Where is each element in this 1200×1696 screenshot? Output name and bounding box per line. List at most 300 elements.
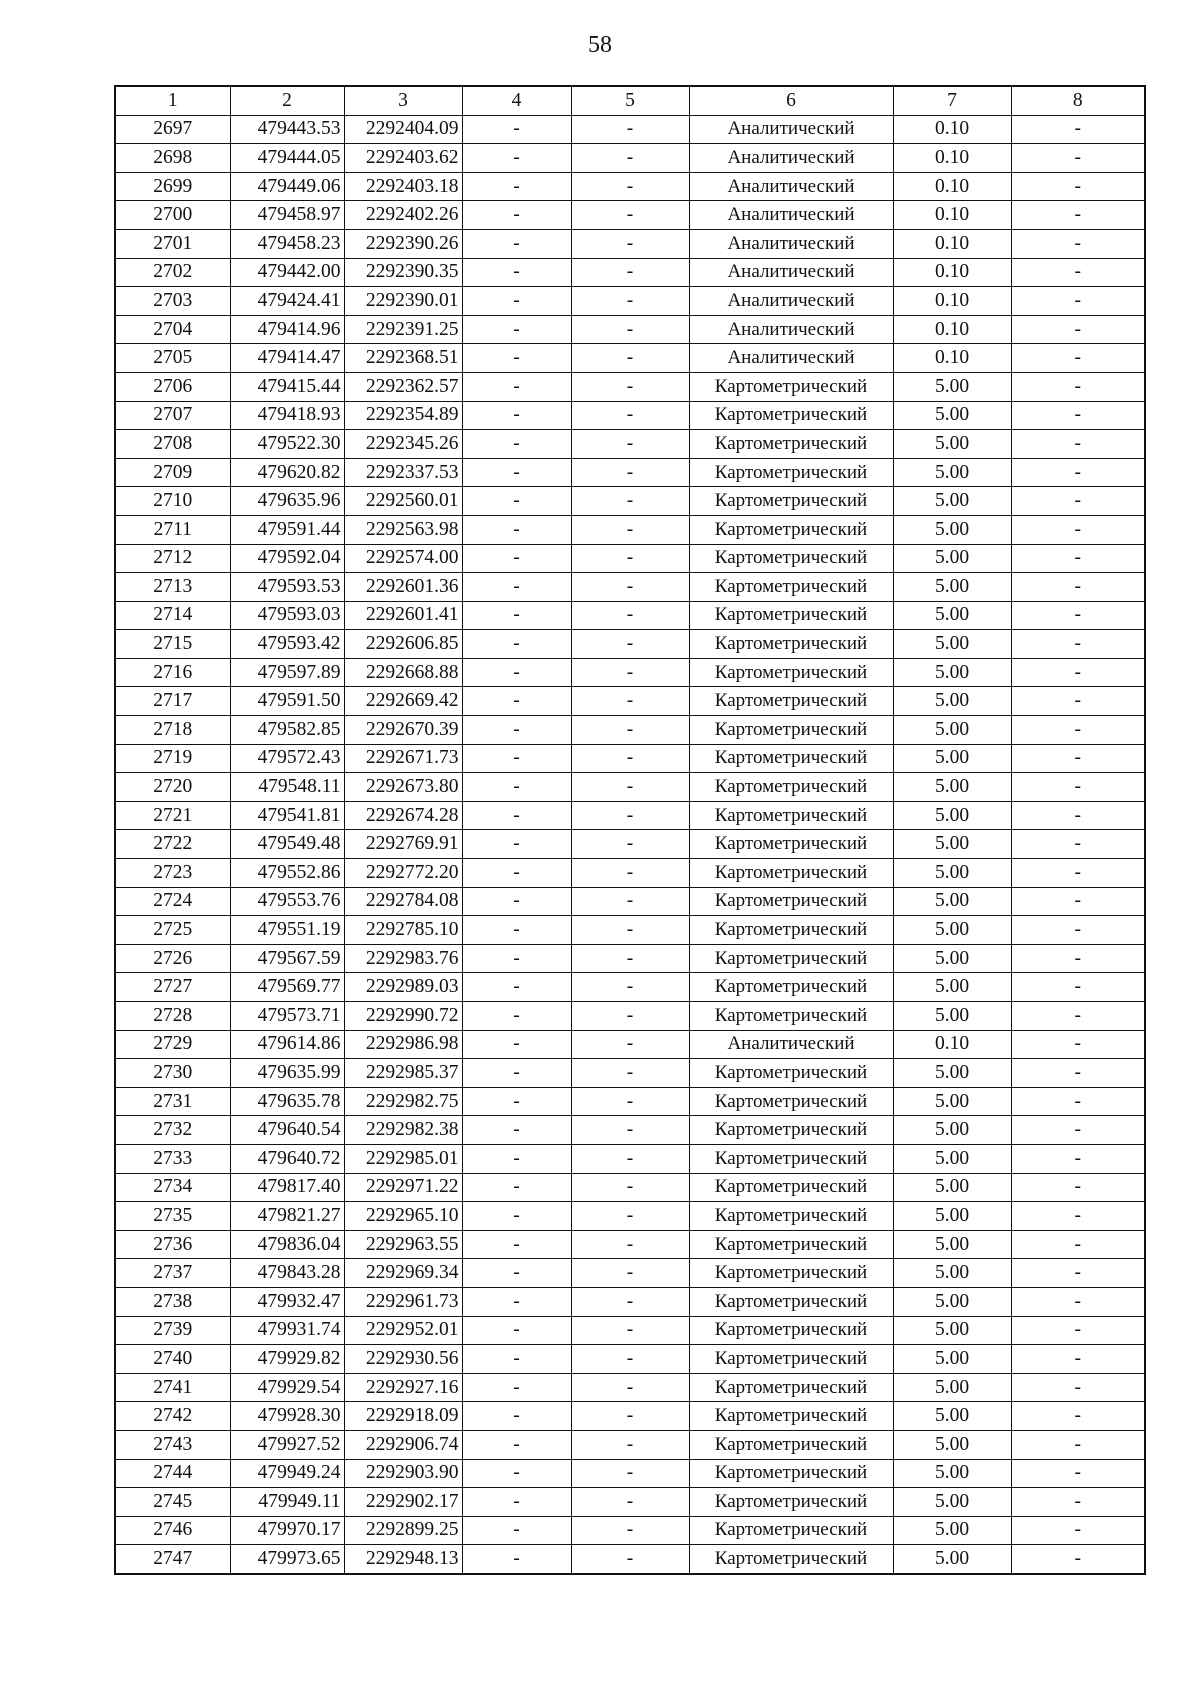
column-5-cell: - — [571, 859, 689, 888]
table-row — [115, 944, 1145, 973]
accuracy-cell: 5.00 — [893, 630, 1011, 659]
y-coordinate-cell: 2292345.26 — [344, 430, 462, 459]
y-coordinate-cell: 2292670.39 — [344, 716, 462, 745]
point-number-cell: 2732 — [115, 1116, 230, 1145]
method-cell: Картометрический — [689, 487, 893, 516]
column-5-cell: - — [571, 1373, 689, 1402]
x-coordinate-cell: 479522.30 — [230, 430, 344, 459]
method-cell: Картометрический — [689, 801, 893, 830]
column-5-cell: - — [571, 687, 689, 716]
page-number: 58 — [588, 32, 612, 58]
point-number-cell: 2710 — [115, 487, 230, 516]
column-5-cell: - — [571, 430, 689, 459]
y-coordinate-cell: 2292354.89 — [344, 401, 462, 430]
point-number-cell: 2716 — [115, 658, 230, 687]
accuracy-cell: 5.00 — [893, 372, 1011, 401]
column-5-cell: - — [571, 372, 689, 401]
column-5-cell: - — [571, 1316, 689, 1345]
method-cell: Картометрический — [689, 916, 893, 945]
x-coordinate-cell: 479552.86 — [230, 859, 344, 888]
table-row — [115, 859, 1145, 888]
accuracy-cell: 5.00 — [893, 1516, 1011, 1545]
x-coordinate-cell: 479843.28 — [230, 1259, 344, 1288]
accuracy-cell: 0.10 — [893, 172, 1011, 201]
method-cell: Картометрический — [689, 1230, 893, 1259]
point-number-cell: 2709 — [115, 458, 230, 487]
column-4-cell: - — [462, 430, 571, 459]
column-5-cell: - — [571, 573, 689, 602]
column-5-cell: - — [571, 487, 689, 516]
table-row — [115, 887, 1145, 916]
method-cell: Картометрический — [689, 887, 893, 916]
point-number-cell: 2740 — [115, 1345, 230, 1374]
x-coordinate-cell: 479593.42 — [230, 630, 344, 659]
method-cell: Картометрический — [689, 830, 893, 859]
column-5-cell: - — [571, 1087, 689, 1116]
column-4-cell: - — [462, 544, 571, 573]
column-5-cell: - — [571, 1402, 689, 1431]
table-row — [115, 1488, 1145, 1517]
column-8-cell: - — [1011, 315, 1145, 344]
point-number-cell: 2723 — [115, 859, 230, 888]
point-number-cell: 2697 — [115, 115, 230, 144]
point-number-cell: 2736 — [115, 1230, 230, 1259]
column-4-cell: - — [462, 1488, 571, 1517]
column-8-cell: - — [1011, 916, 1145, 945]
column-5-cell: - — [571, 201, 689, 230]
accuracy-cell: 0.10 — [893, 144, 1011, 173]
column-8-cell: - — [1011, 716, 1145, 745]
column-8-cell: - — [1011, 1173, 1145, 1202]
y-coordinate-cell: 2292990.72 — [344, 1002, 462, 1031]
column-8-cell: - — [1011, 630, 1145, 659]
accuracy-cell: 5.00 — [893, 544, 1011, 573]
table-row — [115, 201, 1145, 230]
table-row — [115, 1430, 1145, 1459]
column-4-cell: - — [462, 144, 571, 173]
point-number-cell: 2725 — [115, 916, 230, 945]
accuracy-cell: 5.00 — [893, 601, 1011, 630]
column-8-cell: - — [1011, 744, 1145, 773]
table-row — [115, 229, 1145, 258]
y-coordinate-cell: 2292601.36 — [344, 573, 462, 602]
accuracy-cell: 5.00 — [893, 887, 1011, 916]
method-cell: Аналитический — [689, 258, 893, 287]
x-coordinate-cell: 479444.05 — [230, 144, 344, 173]
method-cell: Аналитический — [689, 201, 893, 230]
column-header: 6 — [689, 86, 893, 115]
column-header: 5 — [571, 86, 689, 115]
table-row — [115, 1316, 1145, 1345]
y-coordinate-cell: 2292560.01 — [344, 487, 462, 516]
column-5-cell: - — [571, 944, 689, 973]
method-cell: Картометрический — [689, 1459, 893, 1488]
accuracy-cell: 5.00 — [893, 687, 1011, 716]
column-4-cell: - — [462, 487, 571, 516]
y-coordinate-cell: 2292673.80 — [344, 773, 462, 802]
point-number-cell: 2733 — [115, 1144, 230, 1173]
table-header-row — [115, 86, 1145, 115]
method-cell: Картометрический — [689, 601, 893, 630]
accuracy-cell: 5.00 — [893, 515, 1011, 544]
y-coordinate-cell: 2292403.62 — [344, 144, 462, 173]
column-5-cell: - — [571, 744, 689, 773]
point-number-cell: 2719 — [115, 744, 230, 773]
point-number-cell: 2722 — [115, 830, 230, 859]
table-row — [115, 1373, 1145, 1402]
column-4-cell: - — [462, 1430, 571, 1459]
column-5-cell: - — [571, 172, 689, 201]
method-cell: Картометрический — [689, 1402, 893, 1431]
column-4-cell: - — [462, 115, 571, 144]
y-coordinate-cell: 2292918.09 — [344, 1402, 462, 1431]
accuracy-cell: 5.00 — [893, 1259, 1011, 1288]
column-5-cell: - — [571, 830, 689, 859]
column-5-cell: - — [571, 630, 689, 659]
x-coordinate-cell: 479970.17 — [230, 1516, 344, 1545]
column-4-cell: - — [462, 944, 571, 973]
x-coordinate-cell: 479932.47 — [230, 1287, 344, 1316]
column-4-cell: - — [462, 1259, 571, 1288]
y-coordinate-cell: 2292772.20 — [344, 859, 462, 888]
table-body — [115, 115, 1145, 1574]
column-4-cell: - — [462, 229, 571, 258]
column-8-cell: - — [1011, 430, 1145, 459]
y-coordinate-cell: 2292563.98 — [344, 515, 462, 544]
column-8-cell: - — [1011, 1316, 1145, 1345]
y-coordinate-cell: 2292769.91 — [344, 830, 462, 859]
table-row — [115, 573, 1145, 602]
table-row — [115, 287, 1145, 316]
column-4-cell: - — [462, 773, 571, 802]
column-4-cell: - — [462, 1144, 571, 1173]
point-number-cell: 2731 — [115, 1087, 230, 1116]
point-number-cell: 2744 — [115, 1459, 230, 1488]
point-number-cell: 2743 — [115, 1430, 230, 1459]
x-coordinate-cell: 479931.74 — [230, 1316, 344, 1345]
column-5-cell: - — [571, 1545, 689, 1574]
point-number-cell: 2713 — [115, 573, 230, 602]
table-row — [115, 1345, 1145, 1374]
table-row — [115, 372, 1145, 401]
point-number-cell: 2706 — [115, 372, 230, 401]
table-row — [115, 916, 1145, 945]
table-row — [115, 1173, 1145, 1202]
point-number-cell: 2747 — [115, 1545, 230, 1574]
accuracy-cell: 5.00 — [893, 773, 1011, 802]
table-row — [115, 1087, 1145, 1116]
x-coordinate-cell: 479591.44 — [230, 515, 344, 544]
column-5-cell: - — [571, 773, 689, 802]
y-coordinate-cell: 2292390.35 — [344, 258, 462, 287]
x-coordinate-cell: 479929.54 — [230, 1373, 344, 1402]
column-5-cell: - — [571, 916, 689, 945]
column-4-cell: - — [462, 1516, 571, 1545]
column-8-cell: - — [1011, 172, 1145, 201]
x-coordinate-cell: 479973.65 — [230, 1545, 344, 1574]
x-coordinate-cell: 479569.77 — [230, 973, 344, 1002]
point-number-cell: 2739 — [115, 1316, 230, 1345]
x-coordinate-cell: 479929.82 — [230, 1345, 344, 1374]
column-4-cell: - — [462, 1287, 571, 1316]
accuracy-cell: 5.00 — [893, 1430, 1011, 1459]
x-coordinate-cell: 479541.81 — [230, 801, 344, 830]
x-coordinate-cell: 479640.72 — [230, 1144, 344, 1173]
column-5-cell: - — [571, 1345, 689, 1374]
x-coordinate-cell: 479949.24 — [230, 1459, 344, 1488]
y-coordinate-cell: 2292601.41 — [344, 601, 462, 630]
column-8-cell: - — [1011, 1259, 1145, 1288]
point-number-cell: 2735 — [115, 1202, 230, 1231]
method-cell: Картометрический — [689, 716, 893, 745]
column-header: 4 — [462, 86, 571, 115]
x-coordinate-cell: 479548.11 — [230, 773, 344, 802]
column-4-cell: - — [462, 1545, 571, 1574]
y-coordinate-cell: 2292952.01 — [344, 1316, 462, 1345]
column-5-cell: - — [571, 1059, 689, 1088]
method-cell: Картометрический — [689, 1287, 893, 1316]
column-4-cell: - — [462, 372, 571, 401]
table-row — [115, 1030, 1145, 1059]
accuracy-cell: 5.00 — [893, 1173, 1011, 1202]
y-coordinate-cell: 2292903.90 — [344, 1459, 462, 1488]
accuracy-cell: 5.00 — [893, 944, 1011, 973]
column-header: 3 — [344, 86, 462, 115]
method-cell: Картометрический — [689, 1316, 893, 1345]
y-coordinate-cell: 2292671.73 — [344, 744, 462, 773]
column-4-cell: - — [462, 687, 571, 716]
y-coordinate-cell: 2292989.03 — [344, 973, 462, 1002]
x-coordinate-cell: 479836.04 — [230, 1230, 344, 1259]
column-4-cell: - — [462, 1002, 571, 1031]
method-cell: Картометрический — [689, 687, 893, 716]
accuracy-cell: 5.00 — [893, 1116, 1011, 1145]
column-4-cell: - — [462, 401, 571, 430]
column-8-cell: - — [1011, 1402, 1145, 1431]
column-8-cell: - — [1011, 229, 1145, 258]
y-coordinate-cell: 2292982.75 — [344, 1087, 462, 1116]
column-4-cell: - — [462, 458, 571, 487]
column-5-cell: - — [571, 1259, 689, 1288]
table-row — [115, 1287, 1145, 1316]
method-cell: Картометрический — [689, 1059, 893, 1088]
point-number-cell: 2737 — [115, 1259, 230, 1288]
accuracy-cell: 5.00 — [893, 487, 1011, 516]
column-5-cell: - — [571, 1287, 689, 1316]
x-coordinate-cell: 479415.44 — [230, 372, 344, 401]
point-number-cell: 2738 — [115, 1287, 230, 1316]
point-number-cell: 2699 — [115, 172, 230, 201]
column-8-cell: - — [1011, 944, 1145, 973]
method-cell: Картометрический — [689, 1002, 893, 1031]
column-8-cell: - — [1011, 1144, 1145, 1173]
method-cell: Аналитический — [689, 144, 893, 173]
column-5-cell: - — [571, 115, 689, 144]
accuracy-cell: 5.00 — [893, 801, 1011, 830]
point-number-cell: 2728 — [115, 1002, 230, 1031]
point-number-cell: 2745 — [115, 1488, 230, 1517]
method-cell: Аналитический — [689, 172, 893, 201]
method-cell: Картометрический — [689, 515, 893, 544]
x-coordinate-cell: 479414.96 — [230, 315, 344, 344]
y-coordinate-cell: 2292948.13 — [344, 1545, 462, 1574]
column-8-cell: - — [1011, 1488, 1145, 1517]
column-5-cell: - — [571, 458, 689, 487]
accuracy-cell: 0.10 — [893, 287, 1011, 316]
column-8-cell: - — [1011, 801, 1145, 830]
column-8-cell: - — [1011, 287, 1145, 316]
accuracy-cell: 5.00 — [893, 658, 1011, 687]
column-4-cell: - — [462, 601, 571, 630]
column-8-cell: - — [1011, 144, 1145, 173]
column-4-cell: - — [462, 258, 571, 287]
y-coordinate-cell: 2292368.51 — [344, 344, 462, 373]
method-cell: Картометрический — [689, 630, 893, 659]
column-8-cell: - — [1011, 830, 1145, 859]
column-8-cell: - — [1011, 115, 1145, 144]
table-row — [115, 1144, 1145, 1173]
column-header: 7 — [893, 86, 1011, 115]
x-coordinate-cell: 479593.03 — [230, 601, 344, 630]
column-5-cell: - — [571, 1173, 689, 1202]
accuracy-cell: 5.00 — [893, 859, 1011, 888]
table-row — [115, 601, 1145, 630]
x-coordinate-cell: 479443.53 — [230, 115, 344, 144]
y-coordinate-cell: 2292985.01 — [344, 1144, 462, 1173]
column-4-cell: - — [462, 801, 571, 830]
column-8-cell: - — [1011, 515, 1145, 544]
x-coordinate-cell: 479424.41 — [230, 287, 344, 316]
table-row — [115, 515, 1145, 544]
accuracy-cell: 5.00 — [893, 1545, 1011, 1574]
point-number-cell: 2734 — [115, 1173, 230, 1202]
column-8-cell: - — [1011, 1030, 1145, 1059]
x-coordinate-cell: 479449.06 — [230, 172, 344, 201]
y-coordinate-cell: 2292668.88 — [344, 658, 462, 687]
column-4-cell: - — [462, 887, 571, 916]
column-4-cell: - — [462, 1459, 571, 1488]
point-number-cell: 2746 — [115, 1516, 230, 1545]
method-cell: Картометрический — [689, 1430, 893, 1459]
method-cell: Аналитический — [689, 115, 893, 144]
column-4-cell: - — [462, 573, 571, 602]
y-coordinate-cell: 2292362.57 — [344, 372, 462, 401]
method-cell: Картометрический — [689, 372, 893, 401]
x-coordinate-cell: 479414.47 — [230, 344, 344, 373]
method-cell: Картометрический — [689, 401, 893, 430]
accuracy-cell: 5.00 — [893, 1345, 1011, 1374]
accuracy-cell: 5.00 — [893, 744, 1011, 773]
column-4-cell: - — [462, 716, 571, 745]
column-8-cell: - — [1011, 487, 1145, 516]
column-5-cell: - — [571, 658, 689, 687]
column-5-cell: - — [571, 1459, 689, 1488]
method-cell: Картометрический — [689, 859, 893, 888]
x-coordinate-cell: 479591.50 — [230, 687, 344, 716]
column-8-cell: - — [1011, 1345, 1145, 1374]
method-cell: Картометрический — [689, 658, 893, 687]
column-4-cell: - — [462, 515, 571, 544]
column-5-cell: - — [571, 973, 689, 1002]
point-number-cell: 2705 — [115, 344, 230, 373]
column-5-cell: - — [571, 1116, 689, 1145]
column-5-cell: - — [571, 1144, 689, 1173]
x-coordinate-cell: 479821.27 — [230, 1202, 344, 1231]
column-8-cell: - — [1011, 1059, 1145, 1088]
point-number-cell: 2717 — [115, 687, 230, 716]
accuracy-cell: 5.00 — [893, 1230, 1011, 1259]
column-5-cell: - — [571, 515, 689, 544]
y-coordinate-cell: 2292986.98 — [344, 1030, 462, 1059]
column-4-cell: - — [462, 658, 571, 687]
y-coordinate-cell: 2292403.18 — [344, 172, 462, 201]
column-5-cell: - — [571, 344, 689, 373]
method-cell: Картометрический — [689, 1202, 893, 1231]
accuracy-cell: 5.00 — [893, 1373, 1011, 1402]
table-row — [115, 1116, 1145, 1145]
table-row — [115, 630, 1145, 659]
coordinates-table — [114, 85, 1146, 1575]
column-8-cell: - — [1011, 372, 1145, 401]
method-cell: Картометрический — [689, 1345, 893, 1374]
column-4-cell: - — [462, 1030, 571, 1059]
accuracy-cell: 5.00 — [893, 973, 1011, 1002]
column-8-cell: - — [1011, 687, 1145, 716]
column-5-cell: - — [571, 1030, 689, 1059]
y-coordinate-cell: 2292337.53 — [344, 458, 462, 487]
accuracy-cell: 5.00 — [893, 1202, 1011, 1231]
column-4-cell: - — [462, 1087, 571, 1116]
column-5-cell: - — [571, 258, 689, 287]
accuracy-cell: 0.10 — [893, 315, 1011, 344]
x-coordinate-cell: 479582.85 — [230, 716, 344, 745]
column-4-cell: - — [462, 1059, 571, 1088]
y-coordinate-cell: 2292390.26 — [344, 229, 462, 258]
method-cell: Картометрический — [689, 1516, 893, 1545]
method-cell: Картометрический — [689, 773, 893, 802]
table-row — [115, 687, 1145, 716]
table-row — [115, 658, 1145, 687]
x-coordinate-cell: 479635.96 — [230, 487, 344, 516]
y-coordinate-cell: 2292971.22 — [344, 1173, 462, 1202]
y-coordinate-cell: 2292391.25 — [344, 315, 462, 344]
column-8-cell: - — [1011, 1087, 1145, 1116]
table-row — [115, 258, 1145, 287]
method-cell: Картометрический — [689, 1116, 893, 1145]
column-8-cell: - — [1011, 458, 1145, 487]
x-coordinate-cell: 479567.59 — [230, 944, 344, 973]
x-coordinate-cell: 479614.86 — [230, 1030, 344, 1059]
column-4-cell: - — [462, 1373, 571, 1402]
column-8-cell: - — [1011, 1287, 1145, 1316]
column-4-cell: - — [462, 172, 571, 201]
table-row — [115, 1059, 1145, 1088]
x-coordinate-cell: 479442.00 — [230, 258, 344, 287]
column-5-cell: - — [571, 1230, 689, 1259]
column-8-cell: - — [1011, 1230, 1145, 1259]
accuracy-cell: 5.00 — [893, 1087, 1011, 1116]
accuracy-cell: 5.00 — [893, 1488, 1011, 1517]
accuracy-cell: 5.00 — [893, 1316, 1011, 1345]
y-coordinate-cell: 2292606.85 — [344, 630, 462, 659]
accuracy-cell: 0.10 — [893, 115, 1011, 144]
point-number-cell: 2708 — [115, 430, 230, 459]
point-number-cell: 2700 — [115, 201, 230, 230]
table-row — [115, 401, 1145, 430]
column-5-cell: - — [571, 1202, 689, 1231]
y-coordinate-cell: 2292906.74 — [344, 1430, 462, 1459]
x-coordinate-cell: 479553.76 — [230, 887, 344, 916]
